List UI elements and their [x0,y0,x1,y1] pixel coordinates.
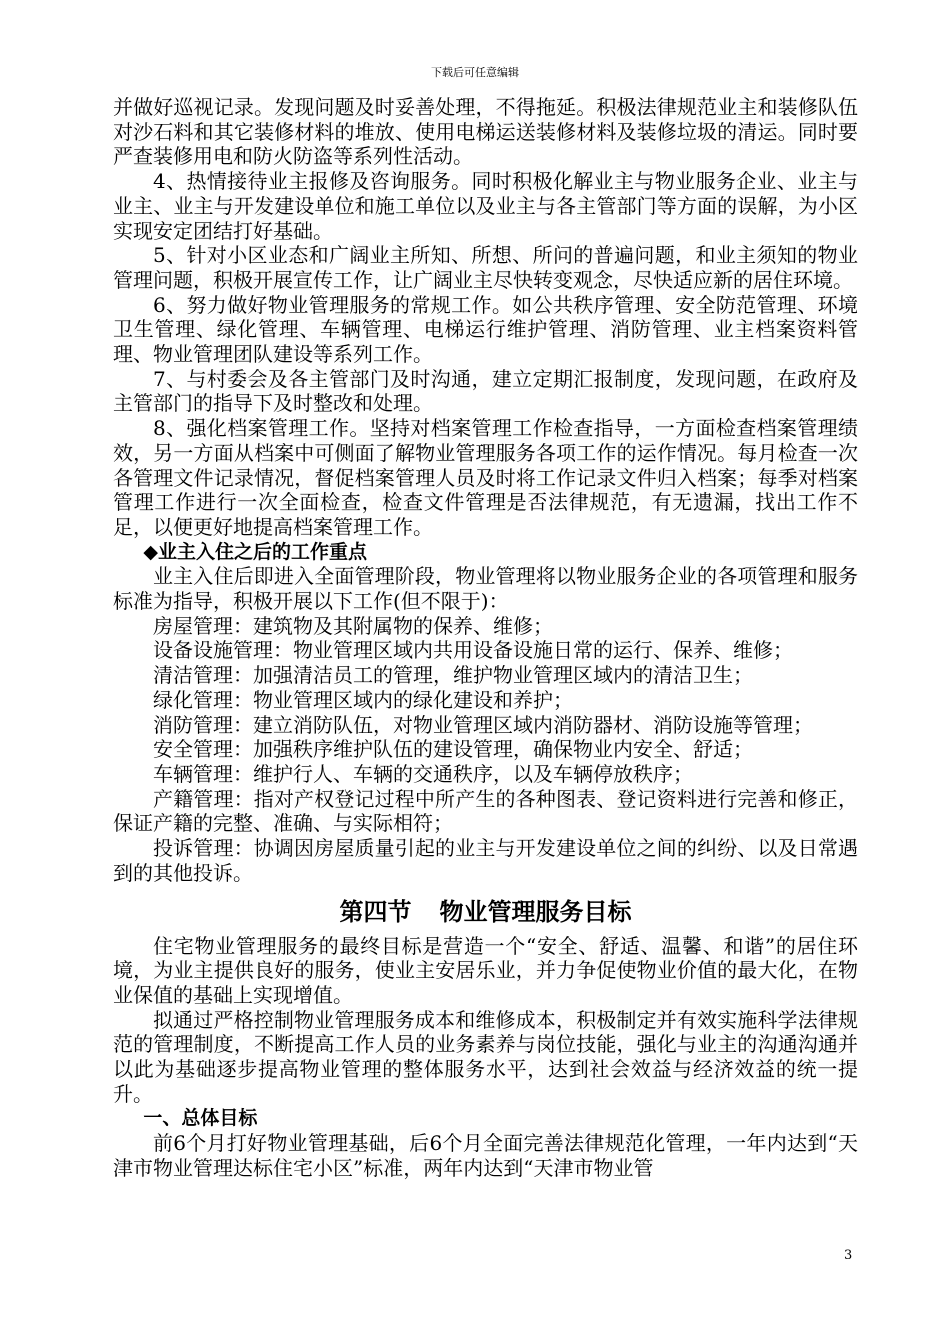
paragraph-safety-management: 安全管理：加强秩序维护队伍的建设管理，确保物业内安全、舒适； [153,737,753,762]
paragraph-property-records: 产籍管理：指对产权登记过程中所产生的各种图表、登记资料进行完善和修正，保证产籍的完整、准确、与实际相符； [113,786,858,836]
section-title-text: 物业管理服务目标 [439,897,632,926]
section-title [113,890,858,934]
paragraph-greening-management: 绿化管理：物业管理区域内的绿化建设和养护； [153,687,573,712]
page-header-note: 下载后可任意编辑 [431,66,519,79]
paragraph-item-4: 4、热情接待业主报修及咨询服务。同时积极化解业主与物业服务企业、业主与业主、业主与开发建设单位和施工单位以及业主与各主管部门等方面的误解，为小区实现安定团结打好基础。 [113,169,858,243]
document-body [113,95,858,1181]
paragraph-item-7: 7、与村委会及各主管部门及时沟通，建立定期汇报制度，发现问题，在政府及主管部门的指导下及时整改和处理。 [113,366,858,416]
section-title-number: 第四节 [339,897,412,926]
paragraph-cleaning-management: 清洁管理：加强清洁员工的管理，维护物业管理区域内的清洁卫生； [153,663,753,688]
paragraph-cost-control: 拟通过严格控制物业管理服务成本和维修成本，积极制定并有效实施科学法律规范的管理制度，不断提高工作人员的业务素养与岗位技能，强化与业主的沟通沟通并以此为基础逐步提高物业管理的整体服务水平，达到社会效益与经济效益的统一提升。 [113,1007,858,1106]
paragraph-move-in-intro: 业主入住后即进入全面管理阶段，物业管理将以物业服务企业的各项管理和服务标准为指导，积极开展以下工作(但不限于)： [113,564,858,614]
paragraph-item-8: 8、强化档案管理工作。坚持对档案管理工作检查指导，一方面检查档案管理绩效，另一方面从档案中可侧面了解物业管理服务各项工作的运作情况。每月检查一次各管理文件记录情况，督促档案管理人员及时将工作记录文件归入档案；每季对档案管理工作进行一次全面检查，检查文件管理是否法律规范，有无遗漏，找出工作不足，以便更好地提高档案管理工作。 [113,416,858,539]
paragraph-item-5: 5、针对小区业态和广阔业主所知、所想、所问的普遍问题，和业主须知的物业管理问题，积极开展宣传工作，让广阔业主尽快转变观念，尽快适应新的居住环境。 [113,243,858,292]
paragraph-housing-management: 房屋管理：建筑物及其附属物的保养、维修； [153,613,553,638]
heading-after-move-in: ◆业主入住之后的工作重点 [143,540,368,563]
paragraph-complaint-management: 投诉管理：协调因房屋质量引起的业主与开发建设单位之间的纠纷、以及日常遇到的其他投诉。 [113,836,858,885]
paragraph-equipment-management: 设备设施管理：物业管理区域内共用设备设施日常的运行、保养、维修； [153,638,793,663]
paragraph-renovation-continued: 并做好巡视记录。发现问题及时妥善处理，不得拖延。积极法律规范业主和装修队伍对沙石料和其它装修材料的堆放、使用电梯运送装修材料及装修垃圾的清运。同时要严查装修用电和防火防盗等系列性活动。 [113,95,858,169]
page-number: 3 [844,1248,853,1263]
paragraph-item-6: 6、努力做好物业管理服务的常规工作。如公共秩序管理、安全防范管理、环境卫生管理、绿化管理、车辆管理、电梯运行维护管理、消防管理、业主档案资料管理、物业管理团队建设等系列工作。 [113,292,858,367]
paragraph-vehicle-management: 车辆管理：维护行人、车辆的交通秩序，以及车辆停放秩序； [153,761,693,786]
paragraph-fire-management: 消防管理：建立消防队伍，对物业管理区域内消防器材、消防设施等管理； [153,712,813,737]
heading-overall-goal: 一、总体目标 [143,1107,258,1130]
paragraph-ultimate-goal: 住宅物业管理服务的最终目标是营造一个“安全、舒适、温馨、和谐”的居住环境，为业主提供良好的服务，使业主安居乐业，并力争促使物业价值的最大化，在物业保值的基础上实现增值。 [113,933,858,1007]
paragraph-overall-goal: 前6个月打好物业管理基础，后6个月全面完善法律规范化管理，一年内达到“天津市物业管理达标住宅小区”标准，两年内达到“天津市物业管 [113,1131,858,1180]
